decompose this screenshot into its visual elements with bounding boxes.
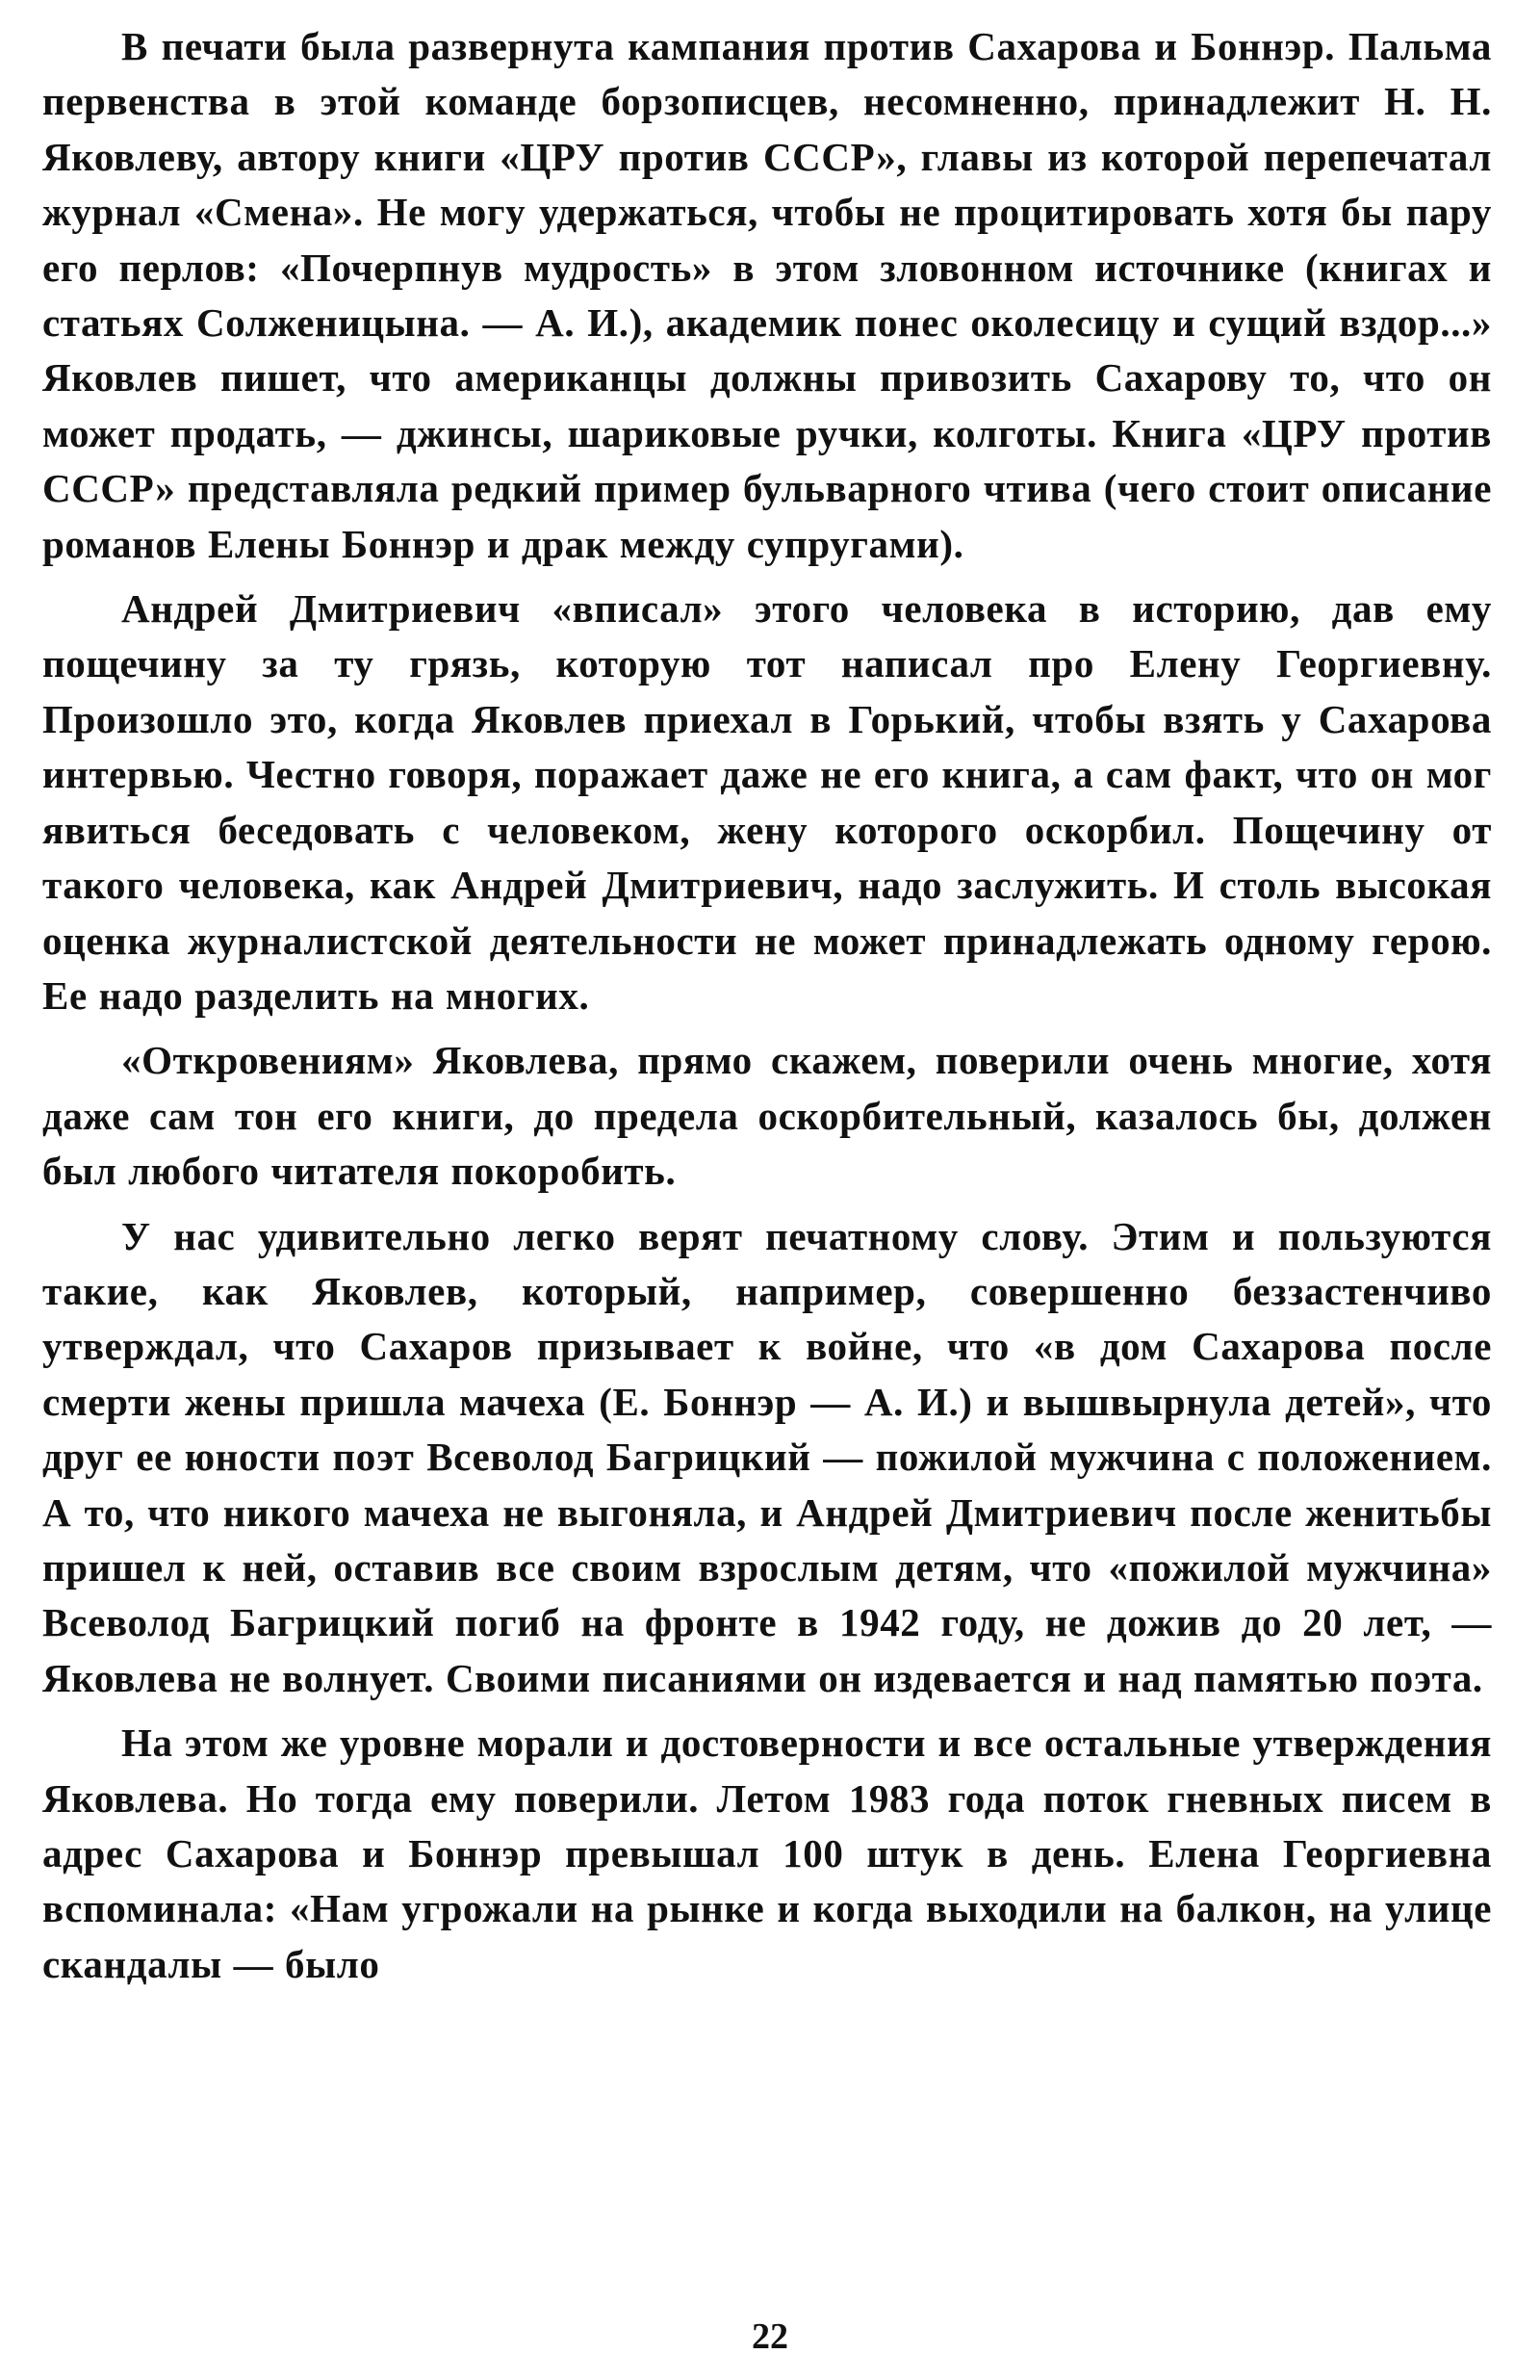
- page-body: [42, 19, 1492, 2002]
- paragraph-5: На этом же уровне морали и достоверности и все остальные утверждения Яковлева. Но тогда ему поверили. Летом 1983 года поток гневных писем в адрес Сахарова и Боннэр превышал 100 штук в день. Елена Георгиевна вспоминала: «Нам угрожали на рынке и когда выходили на балкон, на улице скандалы — было: [42, 1720, 1492, 1986]
- paragraph-3: «Откровениям» Яковлева, прямо скажем, поверили очень многие, хотя даже сам тон его книги, до предела оскорбительный, казалось бы, должен был любого читателя покоробить.: [42, 1038, 1492, 1194]
- paragraph-4: У нас удивительно легко верят печатному слову. Этим и пользуются такие, как Яковлев, который, например, совершенно беззастенчиво утверждал, что Сахаров призывает к войне, что «в дом Сахарова после смерти жены пришла мачеха (Е. Боннэр — А. И.) и вышвырнула детей», что друг ее юности поэт Всеволод Багрицкий — пожилой мужчина с положением. А то, что никого мачеха не выгоняла, и Андрей Дмитриевич после женитьбы пришел к ней, оставив все своим взрослым детям, что «пожилой мужчина» Всеволод Багрицкий погиб на фронте в 1942 году, не дожив до 20 лет, — Яковлева не волнует. Своими писаниями он издевается и над памятью поэта.: [42, 1213, 1492, 1700]
- page-number: 22: [752, 2316, 788, 2357]
- paragraph-1: В печати была развернута кампания против Сахарова и Боннэр. Пальма первенства в этой команде борзописцев, несомненно, принадлежит Н. Н. Яковлеву, автору книги «ЦРУ против СССР», главы из которой перепечатал журнал «Смена». Не могу удержаться, чтобы не процитировать хотя бы пару его перлов: «Почерпнув мудрость» в этом зловонном источнике (книгах и статьях Солженицына. — А. И.), академик понес околесицу и сущий вздор...» Яковлев пишет, что американцы должны привозить Сахарову то, что он может продать, — джинсы, шариковые ручки, колготы. Книга «ЦРУ против СССР» представляла редкий пример бульварного чтива (чего стоит описание романов Елены Боннэр и драк между супругами).: [42, 24, 1492, 566]
- paragraph-2: Андрей Дмитриевич «вписал» этого человека в историю, дав ему пощечину за ту грязь, которую тот написал про Елену Георгиевну. Произошло это, когда Яковлев приехал в Горький, чтобы взять у Сахарова интервью. Честно говоря, поражает даже не его книга, а сам факт, что он мог явиться беседовать с человеком, жену которого оскорбил. Пощечину от такого человека, как Андрей Дмитриевич, надо заслужить. И столь высокая оценка журналистской деятельности не может принадлежать одному герою. Ее надо разделить на многих.: [42, 586, 1492, 1018]
